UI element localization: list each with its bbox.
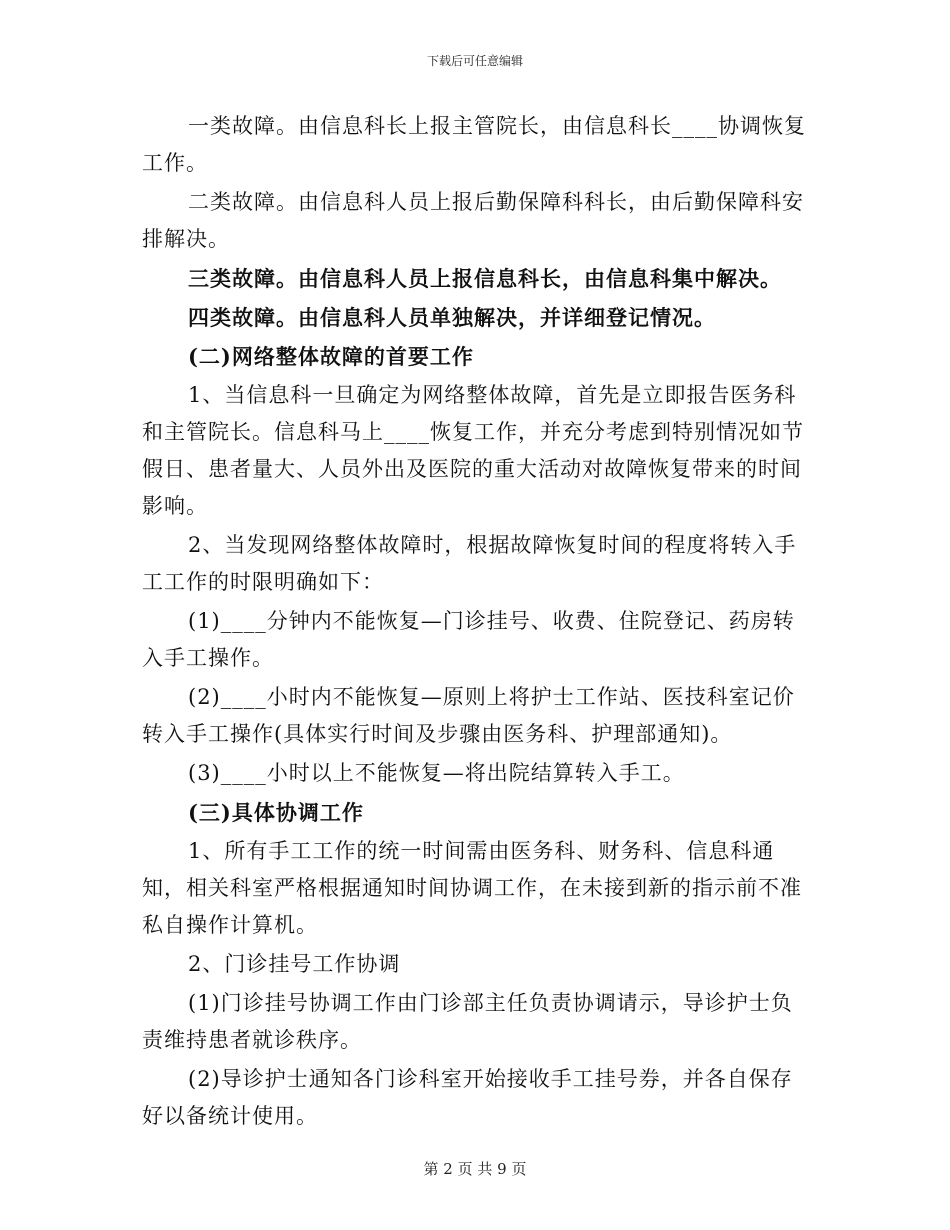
paragraph-class-four-fault: 四类故障。由信息科人员单独解决，并详细登记情况。 xyxy=(188,305,716,330)
paragraph-class-two-fault: 二类故障。由信息科人员上报后勤保障科科长，由后勤保障科安排解决。 xyxy=(142,190,804,251)
paragraph-subitem-2: (2)____小时内不能恢复—原则上将护士工作站、医技科室记价转入手工操作(具体实行时间及步骤由医务科、护理部通知)。 xyxy=(142,685,795,746)
paragraph-registration-1: (1)门诊挂号协调工作由门诊部主任负责协调请示，导诊护士负责维持患者就诊秩序。 xyxy=(142,991,793,1052)
paragraph-class-one-fault: 一类故障。由信息科长上报主管院长，由信息科长____协调恢复工作。 xyxy=(142,114,806,175)
document-body xyxy=(142,108,812,1137)
paragraph-class-three-fault: 三类故障。由信息科人员上报信息科长，由信息科集中解决。 xyxy=(188,266,782,291)
paragraph-subitem-3: (3)____小时以上不能恢复—将出院结算转入手工。 xyxy=(188,761,685,785)
section-heading-network-fault: (二)网络整体故障的首要工作 xyxy=(188,344,474,369)
paragraph-subitem-1: (1)____分钟内不能恢复—门诊挂号、收费、住院登记、药房转入手工操作。 xyxy=(142,609,795,670)
page-header: 下载后可任意编辑 xyxy=(426,54,523,68)
paragraph-registration-2: (2)导诊护士通知各门诊科室开始接收手工挂号券，并各自保存好以备统计使用。 xyxy=(142,1067,793,1128)
section-heading-coordination: (三)具体协调工作 xyxy=(188,800,364,825)
paragraph-coordination-2: 2、门诊挂号工作协调 xyxy=(188,952,401,976)
paragraph-coordination-1: 1、所有手工工作的统一时间需由医务科、财务科、信息科通知，相关科室严格根据通知时间协调工作，在未接到新的指示前不准私自操作计算机。 xyxy=(142,839,802,937)
paragraph-item-1: 1、当信息科一旦确定为网络整体故障，首先是立即报告医务科和主管院长。信息科马上____恢复工作，并充分考虑到特别情况如节假日、患者量大、人员外出及医院的重大活动对故障恢复带来的时间影响。 xyxy=(142,383,804,518)
page-footer: 第 2 页 共 9 页 xyxy=(423,1160,527,1178)
paragraph-item-2: 2、当发现网络整体故障时，根据故障恢复时间的程度将转入手工工作的时限明确如下： xyxy=(142,533,797,594)
